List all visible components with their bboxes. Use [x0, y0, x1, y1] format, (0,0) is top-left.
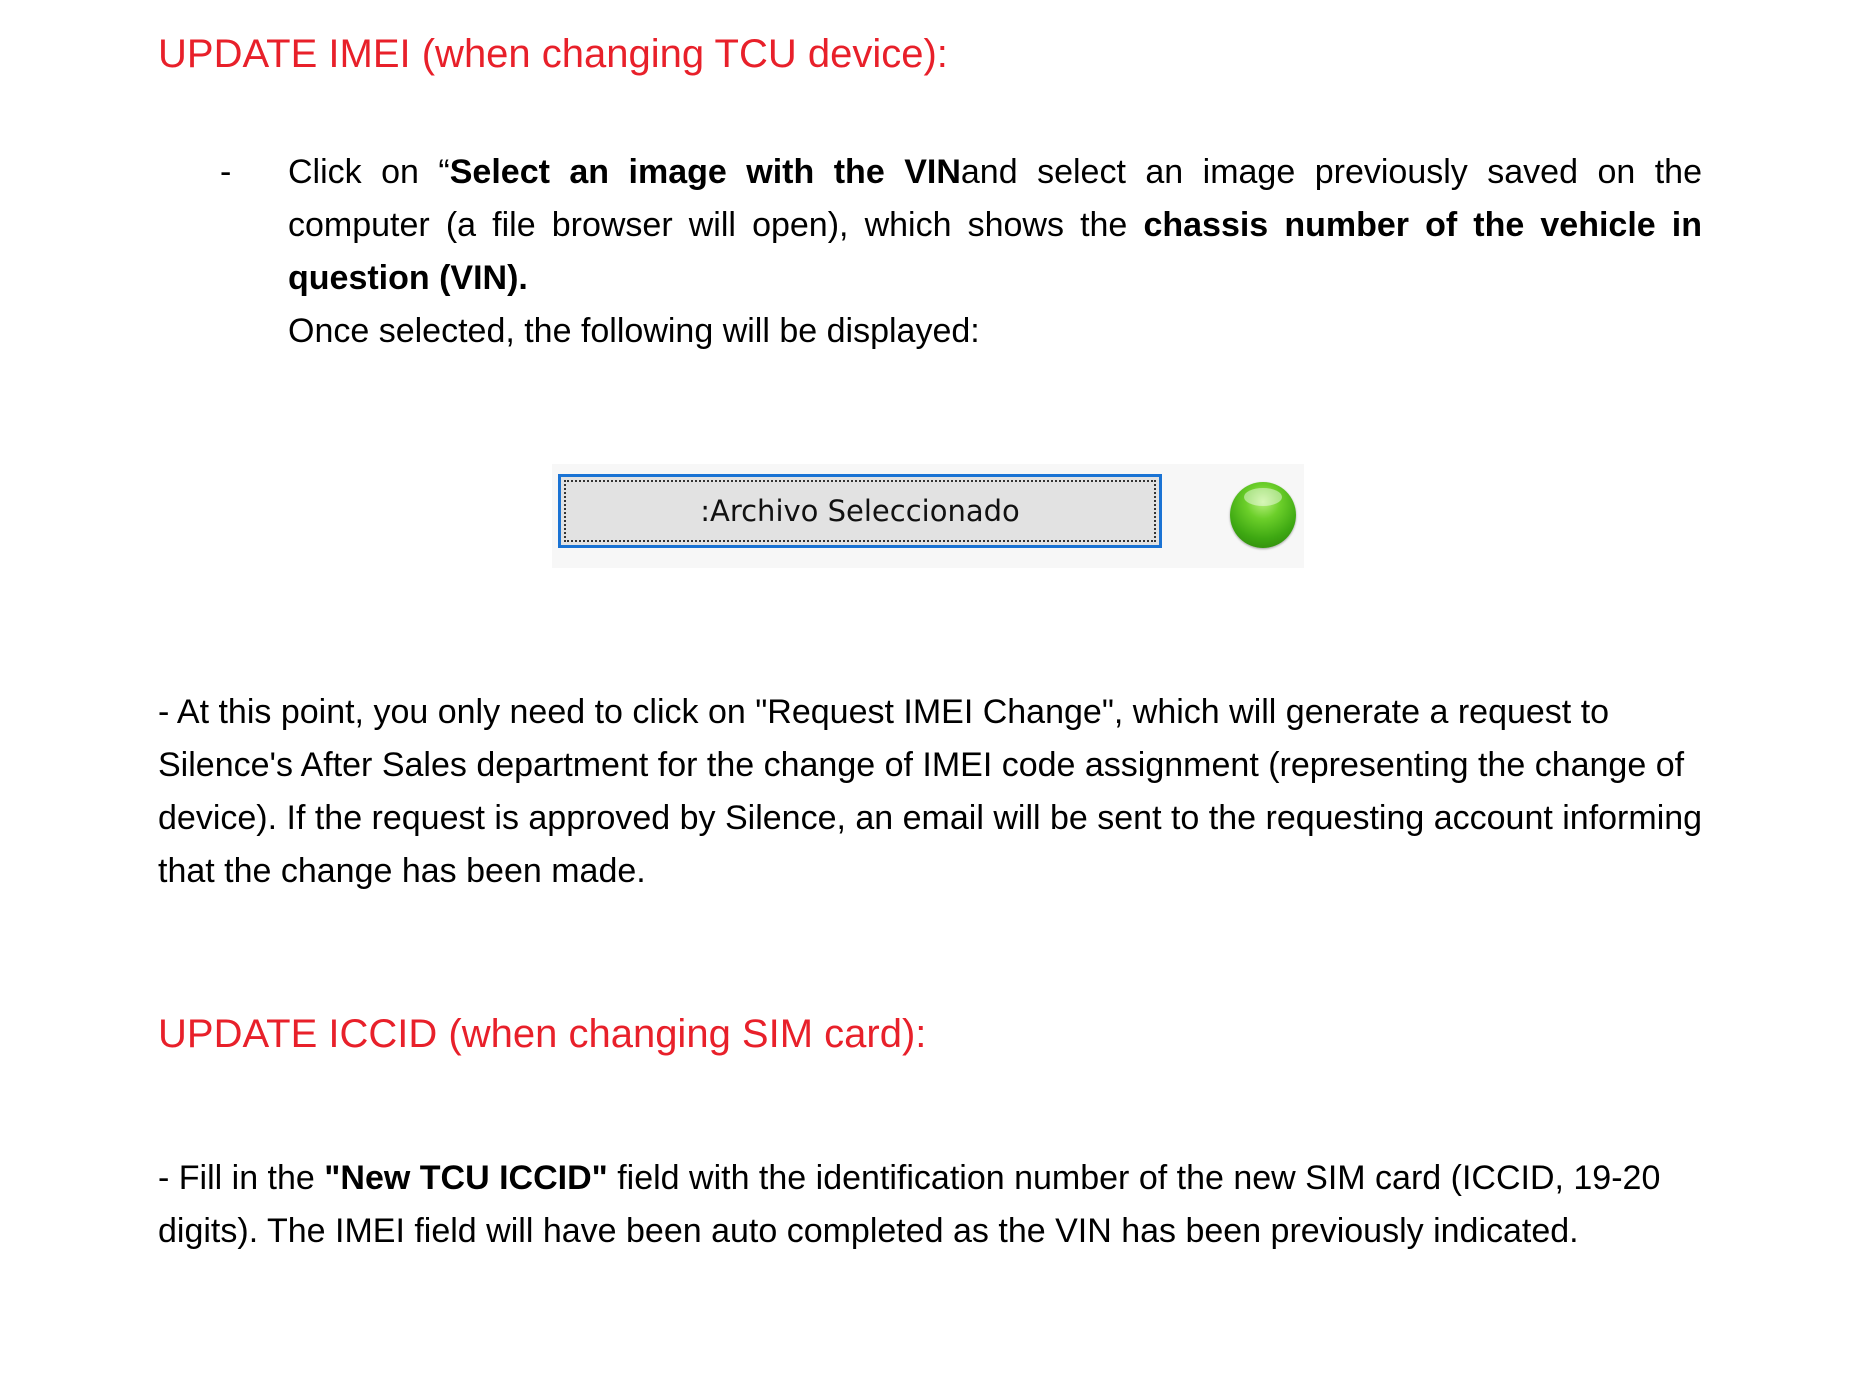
select-image-instruction: [288, 146, 1702, 305]
update-iccid-heading: UPDATE ICCID (when changing SIM card):: [158, 1012, 927, 1056]
request-imei-change-paragraph: - At this point, you only need to click on "Request IMEI Change", which will generate a request to Silence's After Sales department for the change of IMEI code assignment (representing the change of device). If the request is approved by Silence, an email will be sent to the requesting account informing that the change has been made.: [158, 693, 1703, 890]
once-selected-text: Once selected, the following will be displayed:: [288, 312, 980, 350]
green-status-led-icon: [1230, 482, 1296, 548]
selected-file-button-label: :Archivo Seleccionado: [564, 480, 1156, 542]
new-tcu-iccid-field-name: "New TCU ICCID": [324, 1159, 608, 1197]
selected-file-ui-capture: [552, 464, 1304, 568]
select-image-step-text: [288, 146, 1702, 358]
selected-file-button[interactable]: [558, 474, 1162, 548]
bullet-dash: -: [220, 153, 232, 191]
iccid-text-1: - Fill in the: [158, 1159, 325, 1197]
instruction-text-2: and select an image previously saved on the computer (a file browser will open), which shows the: [288, 153, 1703, 244]
select-image-with-vin-label: Select an image with the VIN: [449, 153, 961, 191]
iccid-text-2: field with the identification number of the new SIM card (ICCID, 19-20 digits). The IMEI field will have been auto completed as the VIN has been previously indicated.: [158, 1159, 1661, 1250]
update-imei-heading: UPDATE IMEI (when changing TCU device):: [158, 32, 948, 76]
instruction-text-1: Click on “: [288, 153, 450, 191]
chassis-number-emphasis: chassis number of the vehicle in question (VIN).: [288, 206, 1703, 297]
fill-iccid-paragraph: [158, 1152, 1718, 1258]
